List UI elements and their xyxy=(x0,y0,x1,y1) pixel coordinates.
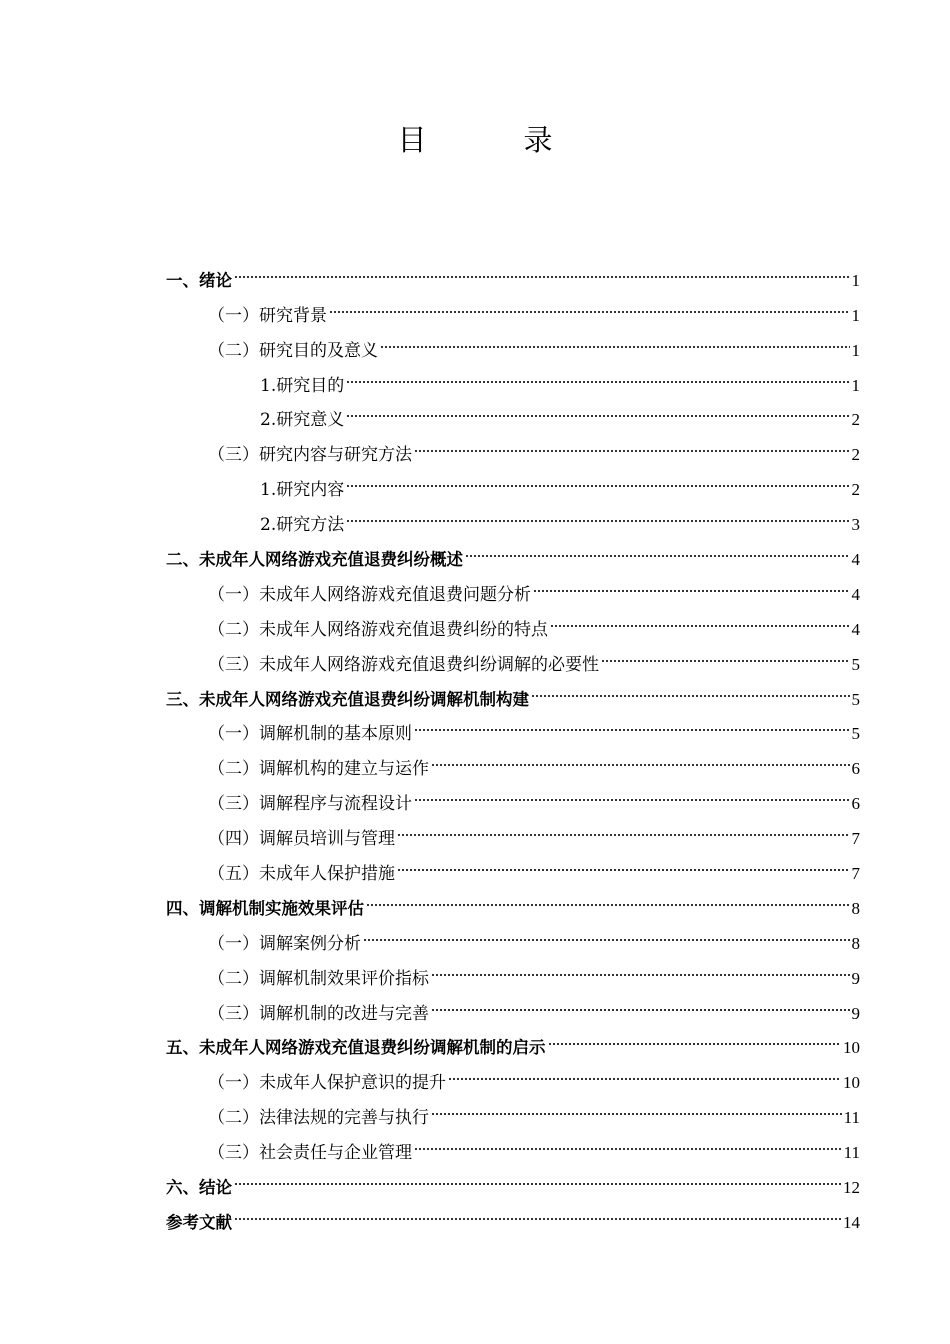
toc-page-number: 2 xyxy=(851,480,860,500)
dot-leader xyxy=(529,670,852,705)
dot-leader xyxy=(446,1053,843,1088)
dot-leader xyxy=(412,774,852,809)
toc-entry[interactable] xyxy=(166,251,860,290)
toc-entry-title: 六、结论 xyxy=(166,1178,232,1198)
toc-entry-title: 五、未成年人网络游戏充值退费纠纷调解机制的启示 xyxy=(166,1038,546,1058)
toc-entry-title: （三）调解程序与流程设计 xyxy=(208,794,412,815)
toc-entry-title: （一）未成年人网络游戏充值退费问题分析 xyxy=(208,584,531,605)
dot-leader xyxy=(344,495,851,530)
toc-entry-title: （二）未成年人网络游戏充值退费纠纷的特点 xyxy=(208,619,548,640)
page-title: 目 录 xyxy=(397,123,587,157)
toc-page-number: 8 xyxy=(851,933,860,953)
toc-page-number: 4 xyxy=(851,584,860,604)
toc-page-number: 5 xyxy=(851,654,860,674)
toc-page-number: 2 xyxy=(851,410,860,430)
toc-entry-title: （二）法律法规的完善与执行 xyxy=(208,1108,429,1129)
toc-page-number: 4 xyxy=(851,550,860,570)
dot-leader xyxy=(364,879,852,914)
dot-leader xyxy=(344,356,851,391)
toc-entry-title: （一）未成年人保护意识的提升 xyxy=(208,1073,446,1094)
dot-leader xyxy=(395,844,852,879)
toc-entry-title: 参考文献 xyxy=(166,1212,232,1232)
toc-page-number: 12 xyxy=(843,1178,860,1198)
toc-entry-title: 一、绪论 xyxy=(166,270,232,290)
toc-page-number: 5 xyxy=(851,689,860,709)
toc-entry[interactable] xyxy=(166,1158,860,1198)
dot-leader xyxy=(361,914,852,949)
toc-page-number: 7 xyxy=(851,864,860,884)
toc-entry-title: 三、未成年人网络游戏充值退费纠纷调解机制构建 xyxy=(166,689,529,709)
toc-page-number: 11 xyxy=(843,1108,860,1128)
dot-leader xyxy=(232,251,852,286)
dot-leader xyxy=(412,425,852,460)
toc-entry-title: 1.研究目的 xyxy=(260,375,345,396)
toc-entry-title: 1.研究内容 xyxy=(260,480,345,501)
dot-leader xyxy=(232,1158,843,1193)
dot-leader xyxy=(232,1193,843,1228)
toc-entry-title: （一）调解机制的基本原则 xyxy=(208,724,412,745)
dot-leader xyxy=(429,1088,844,1123)
toc-entry-title: （三）调解机制的改进与完善 xyxy=(208,1003,429,1024)
dot-leader xyxy=(395,809,852,844)
toc-page-number: 10 xyxy=(843,1038,860,1058)
toc-entry-title: （一）调解案例分析 xyxy=(208,933,361,954)
toc-entry-title: （二）研究目的及意义 xyxy=(208,340,378,361)
dot-leader xyxy=(548,600,852,635)
dot-leader xyxy=(463,530,852,565)
toc-page-number: 10 xyxy=(843,1073,860,1093)
dot-leader xyxy=(429,949,852,984)
toc-page-number: 2 xyxy=(851,445,860,465)
toc-entry-title: （四）调解员培训与管理 xyxy=(208,829,395,850)
toc-page-number: 5 xyxy=(851,724,860,744)
toc-page-number: 6 xyxy=(851,759,860,779)
dot-leader xyxy=(378,321,852,356)
toc-page-number: 11 xyxy=(843,1143,860,1163)
toc-entry-title: （二）调解机制效果评价指标 xyxy=(208,968,429,989)
toc-entry[interactable] xyxy=(166,1193,860,1232)
toc-page-number: 1 xyxy=(851,340,860,360)
dot-leader xyxy=(429,984,852,1019)
toc-entry-title: （一）研究背景 xyxy=(208,305,327,326)
toc-entry-title: 二、未成年人网络游戏充值退费纠纷概述 xyxy=(166,550,463,570)
table-of-contents xyxy=(166,251,860,1232)
dot-leader xyxy=(327,286,852,321)
toc-page-number: 9 xyxy=(851,1003,860,1023)
dot-leader xyxy=(546,1019,844,1054)
toc-entry-title: （三）社会责任与企业管理 xyxy=(208,1143,412,1164)
toc-entry-title: 四、调解机制实施效果评估 xyxy=(166,898,364,918)
dot-leader xyxy=(412,705,852,740)
dot-leader xyxy=(344,460,851,495)
dot-leader xyxy=(412,1123,844,1158)
dot-leader xyxy=(531,565,852,600)
toc-entry[interactable] xyxy=(166,286,860,326)
toc-page-number: 1 xyxy=(851,375,860,395)
dot-leader xyxy=(599,635,852,670)
toc-page-number: 4 xyxy=(851,619,860,639)
toc-entry-title: 2.研究意义 xyxy=(260,410,345,431)
toc-page-number: 3 xyxy=(851,515,860,535)
toc-entry-title: （三）研究内容与研究方法 xyxy=(208,445,412,466)
toc-page-number: 14 xyxy=(843,1212,860,1232)
toc-page-number: 8 xyxy=(851,898,860,918)
toc-page-number: 6 xyxy=(851,794,860,814)
toc-entry-title: （三）未成年人网络游戏充值退费纠纷调解的必要性 xyxy=(208,654,599,675)
toc-entry-title: （五）未成年人保护措施 xyxy=(208,864,395,885)
toc-entry-title: 2.研究方法 xyxy=(260,515,345,536)
toc-page-number: 7 xyxy=(851,829,860,849)
toc-page-number: 1 xyxy=(851,270,860,290)
toc-page-number: 1 xyxy=(851,305,860,325)
toc-entry-title: （二）调解机构的建立与运作 xyxy=(208,759,429,780)
dot-leader xyxy=(429,739,852,774)
dot-leader xyxy=(344,391,851,426)
toc-page-number: 9 xyxy=(851,968,860,988)
